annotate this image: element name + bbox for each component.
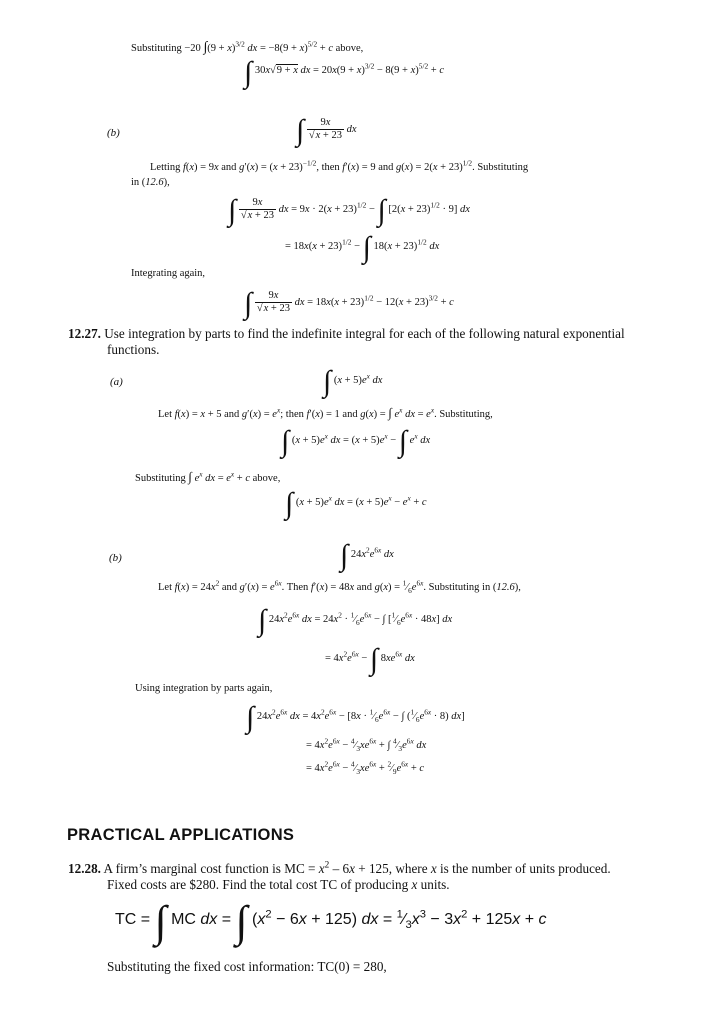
part-a-substituting: Substituting ∫ $e^x$ dx = $e^x + c$ above, (135, 469, 281, 484)
part-a-step-1: ∫ $(x + 5)e^x$ dx = $(x + 5)e^x$ − ∫ $e^x$ dx (281, 425, 431, 458)
part-b-integral: ∫ $\frac{9x}{√x + 23}$ dx (296, 114, 357, 147)
problem-12-28-line-1: 12.28. A firm’s marginal cost function is MC = $x^2 - 6x + 125$, where x is the number of units produced. (68, 859, 611, 876)
part-b2-step-5: = $4x^2e^{6x}$ − $^4⁄_3xe^{6x}$ + $^2⁄_9e^{6x} + c$ (306, 759, 425, 777)
substitution-text: Substituting −20 $\int(9 + x)^{3/2}$ dx = $-8(9 + x)^{5/2} + c$ above, (131, 39, 364, 55)
substitution-line (131, 40, 363, 56)
part-a-final: ∫ $(x + 5)e^x$ dx = $(x + 5)e^x - e^x + c$ (285, 487, 427, 520)
part-b2-integral: ∫ $24x^2e^{6x}$ dx (340, 539, 394, 572)
letting-line-1: Letting f(x) = 9x and $g'(x) = (x + 23)^{-1/2}$, then f′(x) = 9 and $g(x) = 2(x + 23)^{1/2}$. Substituting (150, 158, 529, 173)
part-b2-label: (b) (109, 552, 122, 564)
part-b-step-1: ∫ $\frac{9x}{√x + 23}$ dx = $9x \cdot 2(x + 23)^{1/2}$ − ∫ $[2(x + 23)^{1/2} \cdot 9]$ dx (228, 194, 470, 227)
letting-line-2: in (12.6), (131, 177, 170, 188)
part-b-final: ∫ $\frac{9x}{√x + 23}$ dx = $18x(x + 23)^{1/2} - 12(x + 23)^{3/2} + c$ (244, 287, 454, 320)
problem-12-28-line-2: Fixed costs are $280. Find the total cost TC of producing x units. (107, 877, 450, 892)
equation-result-a: ∫ 30x√9 + x dx = $20x(9 + x)^{3/2} - 8(9 + x)^{5/2} + c$ (244, 56, 444, 89)
using-integration-again: Using integration by parts again, (135, 683, 273, 694)
part-a-label: (a) (110, 376, 123, 388)
problem-12-27-line-1: 12.27. Use integration by parts to find the indefinite integral for each of the following natural exponential (68, 326, 625, 341)
part-b-label: (b) (107, 127, 120, 139)
integrating-again: Integrating again, (131, 268, 206, 279)
part-b2-step-4: = $4x^2e^{6x}$ − $^4⁄_3xe^{6x}$ + ∫ $^4⁄_3e^{6x}$ dx (306, 736, 427, 754)
tc-equation: TC = ∫ MC dx = ∫ $(x^2 - 6x + 125)$ dx = $^1⁄_3x^3 - 3x^2 + 125x + c$ (115, 897, 547, 946)
part-b2-step-3: ∫ $24x^2e^{6x}$ dx = $4x^2e^{6x} - [8x$ · $^1⁄_6e^{6x}$ − ∫ $(^1⁄_6e^{6x} \cdot 8)$ dx] (246, 701, 465, 734)
part-b2-let-line: Let $f(x) = 24x^2$ and $g'(x) = e^{6x}$. Then f′(x) = 48x and $g(x) = ^1⁄_6e^{6x}$. Substituting in (12.6), (158, 578, 521, 596)
problem-12-27-line-2: functions. (107, 342, 160, 357)
part-a-integral: ∫ $(x + 5)e^x$ dx (323, 365, 383, 398)
part-b2-step-2: = $4x^2e^{6x}$ − ∫ $8xe^{6x}$ dx (325, 643, 415, 676)
section-heading: PRACTICAL APPLICATIONS (67, 826, 295, 844)
part-b-step-2: = $18x(x + 23)^{1/2}$ − ∫ $18(x + 23)^{1/2}$ dx (285, 231, 440, 264)
substituting-fixed-cost: Substituting the fixed cost information: TC(0) = 280, (107, 959, 387, 974)
part-a-let-line: Let f(x) = x + 5 and $g'(x) = e^x$; then f′(x) = 1 and g(x) = ∫ $e^x$ dx = $e^x$. Substituting, (158, 405, 493, 420)
part-b2-step-1: ∫ $24x^2e^{6x}$ dx = $24x^2$ · $^1⁄_6e^{6x}$ − ∫ $[^1⁄_6e^{6x} \cdot 48x]$ dx (258, 604, 453, 637)
